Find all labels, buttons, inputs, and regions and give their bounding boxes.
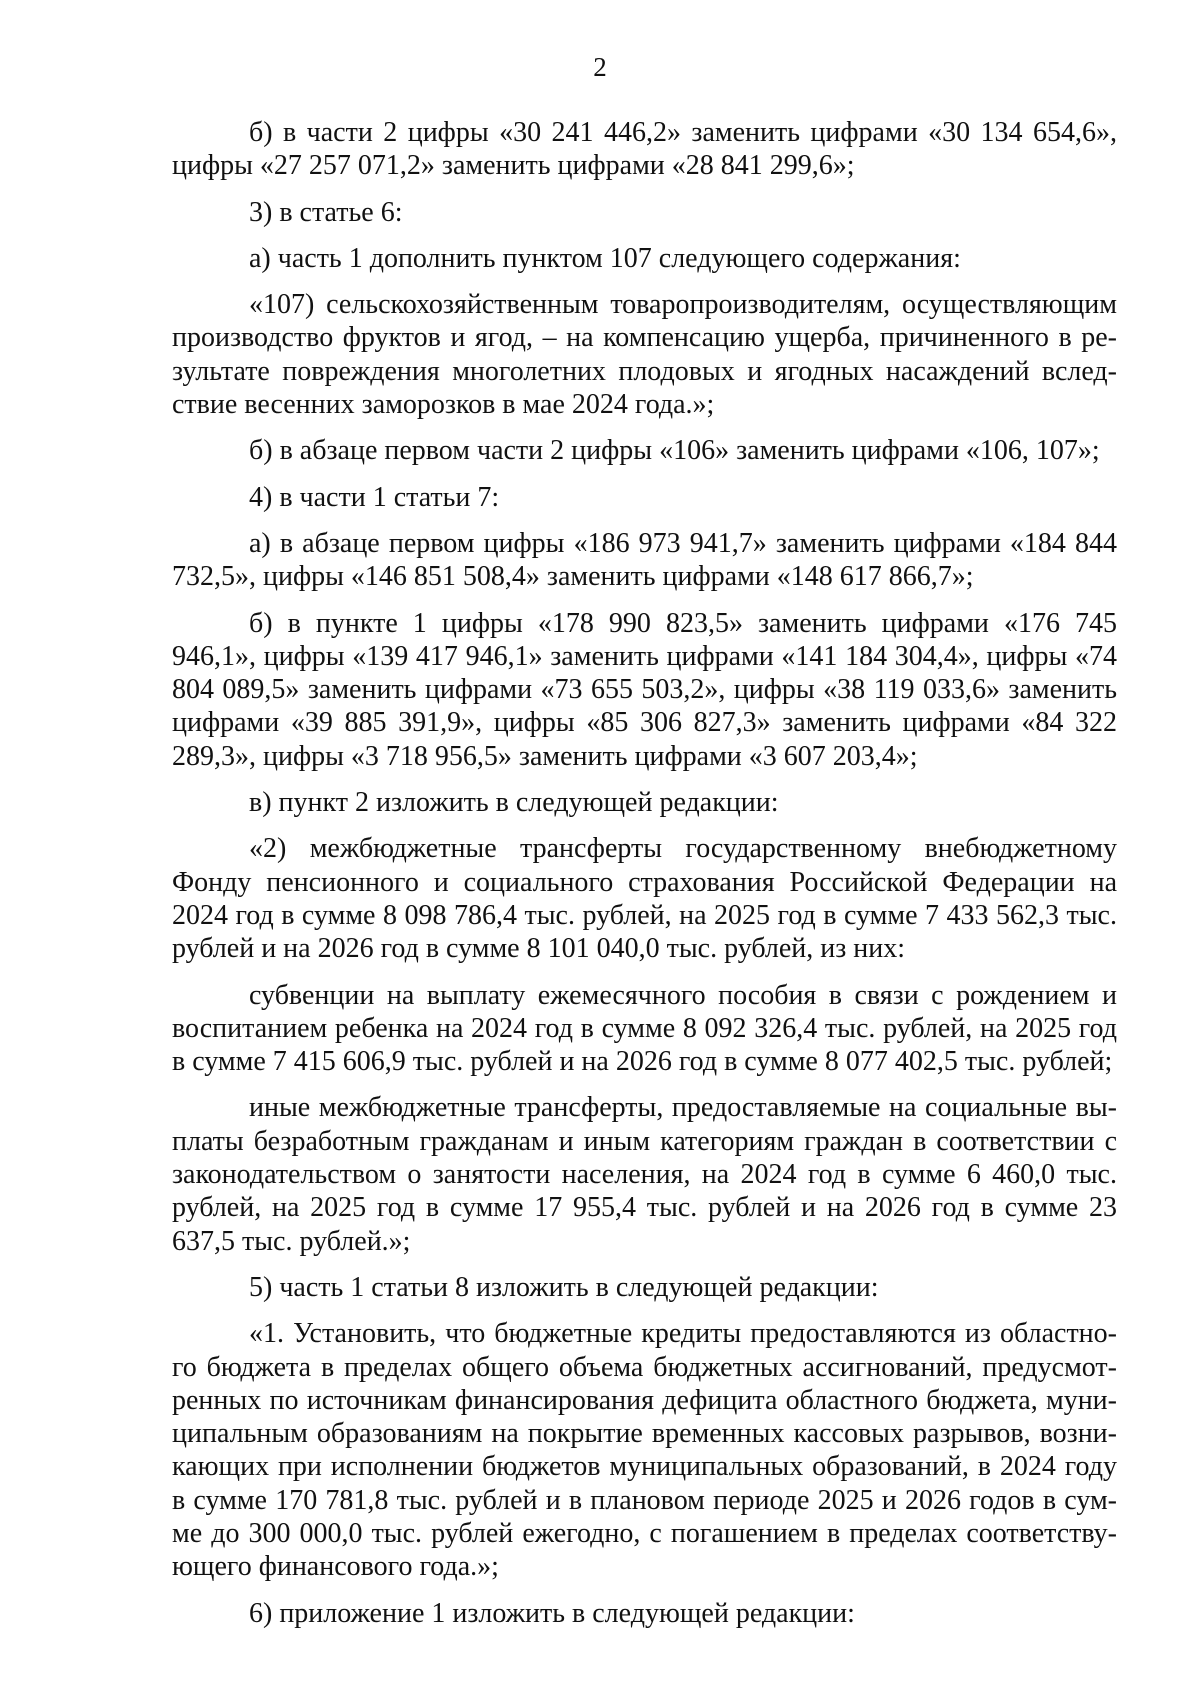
paragraph-amendment-b-part2: б) в части 2 цифры «30 241 446,2» заменить цифрами «30 134 654,6», цифры «27 257 071,2» заменить цифрами «28 841 299,6»; [172, 117, 1117, 182]
paragraph-item-4b: б) в пункте 1 цифры «178 990 823,5» заменить цифрами «176 745 946,1», цифры «139 417 946,1» заменить цифрами «141 184 304,4», цифры «74 804 089,5» заменить цифрами «73 655 503,2», цифры «38 119 033,6» заменить цифрами «39 885 391,9», цифры «85 306 827,3» заменить цифрами «84 322 289,3», цифры «3 718 956,5» заменить цифрами «3 607 203,4»; [172, 607, 1117, 772]
paragraph-item-6-appendix-1: 6) приложение 1 изложить в следующей редакции: [249, 1597, 855, 1629]
paragraph-item-3-article-6: 3) в статье 6: [249, 196, 403, 228]
paragraph-other-transfers: иные межбюджетные трансферты, предоставляемые на социальные выплаты безработным гражданам и иным категориям граждан в соответствии с законодательством о занятости населения, на 2024 год в сумме 6 460,0 тыс. рублей, на 2025 год в сумме 17 955,4 тыс. рублей и на 2026 год в сумме 23 637,5 тыс. рублей.»; [172, 1092, 1117, 1257]
paragraph-item-4a: а) в абзаце первом цифры «186 973 941,7» заменить цифрами «184 844 732,5», цифры «146 851 508,4» заменить цифрами «148 617 866,7»; [172, 527, 1117, 593]
paragraph-item-3b: б) в абзаце первом части 2 цифры «106» заменить цифрами «106, 107»; [249, 435, 1100, 467]
paragraph-point-2-transfers: «2) межбюджетные трансферты государственному внебюджетному Фонду пенсионного и социального страхования Российской Федерации на 2024 год в сумме 8 098 786,4 тыс. рублей, на 2025 год в сумме 7 433 562,3 тыс. рублей и на 2026 год в сумме 8 101 040,0 тыс. рублей, из них: [172, 833, 1117, 965]
paragraph-item-3a: а) часть 1 дополнить пунктом 107 следующего содержания: [249, 242, 961, 274]
paragraph-item-5-article-8: 5) часть 1 статьи 8 изложить в следующей редакции: [249, 1271, 879, 1303]
paragraph-item-4v: в) пункт 2 изложить в следующей редакции: [249, 787, 779, 819]
paragraph-budget-credits: «1. Установить, что бюджетные кредиты предоставляются из областного бюджета в пределах общего объема бюджетных ассигнований, предусмотренных по источникам финансирования дефицита областного бюджета, муниципальным образованиям на покрытие временных кассовых разрывов, возникающих при исполнении бюджетов муниципальных образований, в 2024 году в сумме 170 781,8 тыс. рублей и в плановом периоде 2025 и 2026 годов в сумме до 300 000,0 тыс. рублей ежегодно, с погашением в пределах соответствующего финансового года.»; [172, 1318, 1117, 1583]
paragraph-item-4-article-7: 4) в части 1 статьи 7: [249, 481, 500, 513]
document-body [172, 116, 1117, 1630]
paragraph-subventions: субвенции на выплату ежемесячного пособия в связи с рождением и воспитанием ребенка на 2024 год в сумме 8 092 326,4 тыс. рублей, на 2025 год в сумме 7 415 606,9 тыс. рублей и на 2026 год в сумме 8 077 402,5 тыс. рублей; [172, 979, 1117, 1078]
page-number: 2 [593, 52, 607, 82]
paragraph-point-107: «107) сельскохозяйственным товаропроизводителям, осуществляющим производство фруктов и ягод, – на компенсацию ущерба, причиненного в результате повреждения многолетних плодовых и ягодных насаждений вследствие весенних заморозков в мае 2024 года.»; [172, 289, 1117, 421]
